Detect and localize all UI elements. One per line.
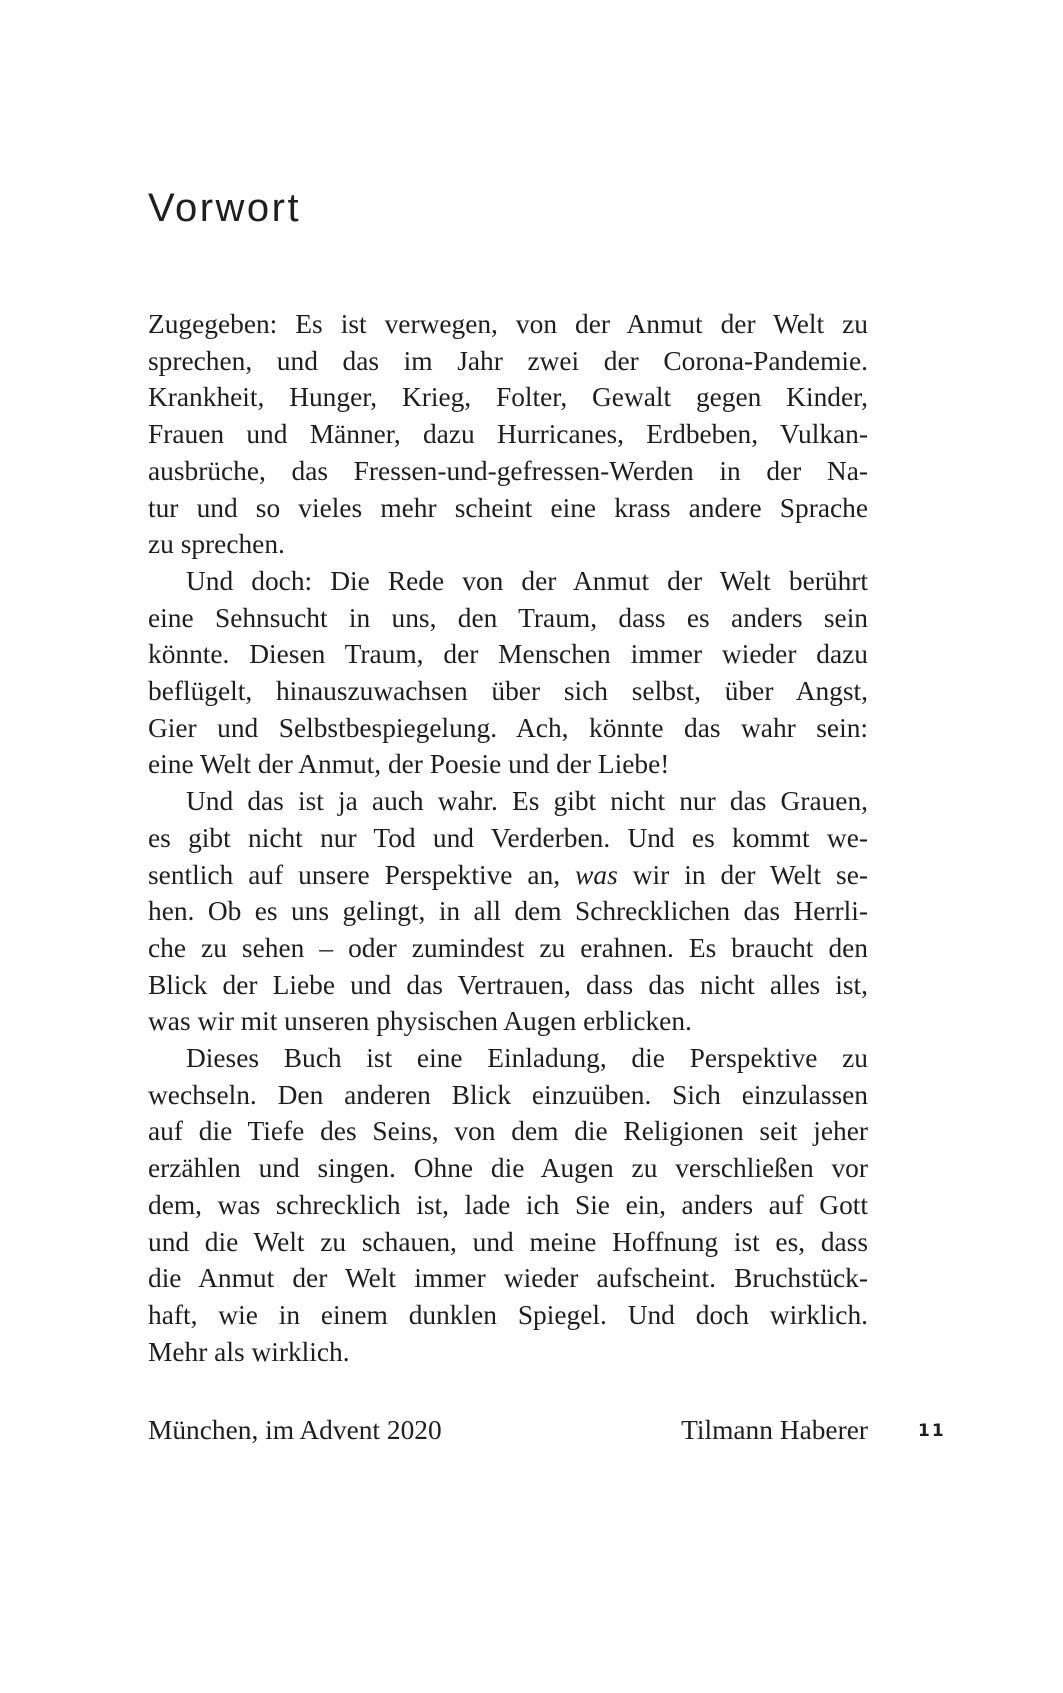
text-line: Gier und Selbstbespiegelung. Ach, könnte das wahr sein: <box>148 712 868 743</box>
text-line: eine Sehnsucht in uns, den Traum, dass es anders sein <box>148 602 868 633</box>
text-line: beflügelt, hinauszuwachsen über sich selbst, über Angst, <box>148 676 868 707</box>
text-line: Und doch: Die Rede von der Anmut der Welt berührt <box>186 565 868 596</box>
paragraph <box>148 306 868 563</box>
text-line: und die Welt zu schauen, und meine Hoffnung ist es, dass <box>148 1226 868 1257</box>
author-name: Tilmann Haberer <box>681 1415 868 1445</box>
paragraph <box>148 1040 868 1370</box>
text-line: haft, wie in einem dunklen Spiegel. Und doch wirklich. <box>148 1299 868 1330</box>
place-date: München, im Advent 2020 <box>148 1415 442 1445</box>
text-line: Blick der Liebe und das Vertrauen, dass das nicht alles ist, <box>148 969 868 1000</box>
text-line: dem, was schrecklich ist, lade ich Sie ein, anders auf Gott <box>148 1189 868 1220</box>
signature-line <box>148 1412 868 1448</box>
page-number: 11 <box>918 1421 946 1441</box>
text-line: hen. Ob es uns gelingt, in all dem Schrecklichen das Herrli- <box>148 896 868 927</box>
text-segment: sentlich auf unsere Perspektive an, <box>148 859 576 890</box>
text-line: wechseln. Den anderen Blick einzuüben. Sich einzulassen <box>148 1079 868 1110</box>
text-line: eine Welt der Anmut, der Poesie und der Liebe! <box>148 749 670 780</box>
text-line: Und das ist ja auch wahr. Es gibt nicht nur das Grauen, <box>186 786 868 817</box>
paragraph <box>148 563 868 783</box>
text-line: könnte. Diesen Traum, der Menschen immer wieder dazu <box>148 639 868 670</box>
text-line: die Anmut der Welt immer wieder aufscheint. Bruchstück- <box>148 1263 868 1294</box>
text-line: tur und so vieles mehr scheint eine krass andere Sprache <box>148 492 868 523</box>
text-line: zu sprechen. <box>148 529 285 560</box>
text-line <box>148 857 868 894</box>
text-line: Frauen und Männer, dazu Hurricanes, Erdbeben, Vulkan- <box>148 419 868 450</box>
text-line: sprechen, und das im Jahr zwei der Corona-Pandemie. <box>148 345 868 376</box>
emphasized-word: was <box>575 859 618 890</box>
text-line: erzählen und singen. Ohne die Augen zu verschließen vor <box>148 1153 868 1184</box>
text-line: es gibt nicht nur Tod und Verderben. Und es kommt we- <box>148 822 868 853</box>
text-segment: wir in der Welt se- <box>617 859 868 890</box>
text-line: ausbrüche, das Fressen-und-gefressen-Werden in der Na- <box>148 455 868 486</box>
page-title: Vorwort <box>148 186 302 230</box>
paragraph <box>148 783 868 1040</box>
text-line: Krankheit, Hunger, Krieg, Folter, Gewalt gegen Kinder, <box>148 382 868 413</box>
text-line: che zu sehen – oder zumindest zu erahnen. Es braucht den <box>148 932 868 963</box>
text-line: Zugegeben: Es ist verwegen, von der Anmut der Welt zu <box>148 309 868 339</box>
text-line: auf die Tiefe des Seins, von dem die Religionen seit jeher <box>148 1116 868 1147</box>
text-line: Dieses Buch ist eine Einladung, die Perspektive zu <box>186 1043 868 1074</box>
body-text <box>148 306 868 1370</box>
text-line: was wir mit unseren physischen Augen erblicken. <box>148 1006 692 1037</box>
text-line: Mehr als wirklich. <box>148 1336 350 1367</box>
